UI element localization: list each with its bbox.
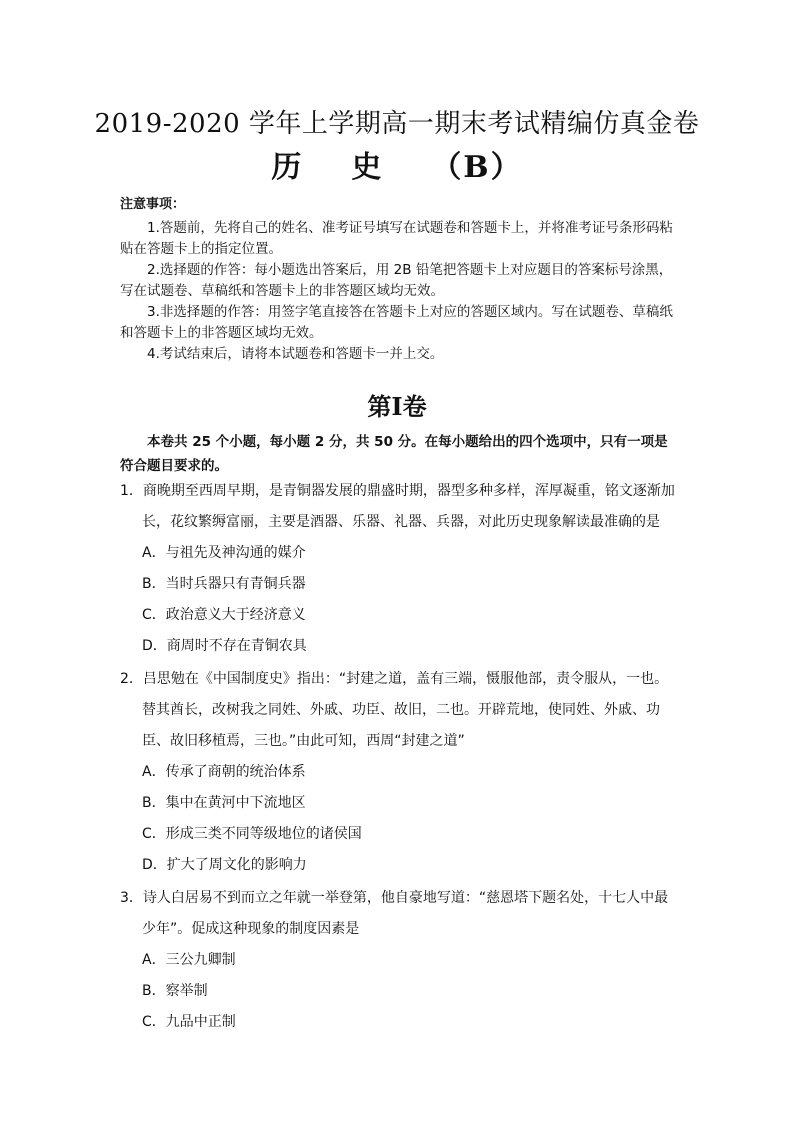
- subject-title: [0, 142, 794, 186]
- notice-item: 2.选择题的作答：每小题选出答案后，用 2B 铅笔把答题卡上对应题目的答案标号涂黑，写在试题卷、草稿纸和答题卡上的非答题区域均无效。: [120, 262, 673, 299]
- subject-version: （B）: [431, 150, 523, 185]
- section-title: 第Ⅰ卷: [367, 392, 427, 421]
- question-stem: 1．商晚期至西周早期，是青铜器发展的鼎盛时期，器型多种多样，浑厚凝重，铭文逐渐加长，花纹繁缛富丽，主要是酒器、乐器、礼器、兵器，对此历史现象解读最准确的是: [120, 483, 675, 530]
- question-option: B．察举制: [142, 983, 208, 999]
- subject-char-2: 史: [351, 150, 384, 185]
- question-option: B．集中在黄河中下流地区: [142, 795, 306, 811]
- question: [120, 664, 680, 881]
- notice-item: 1.答题前，先将自己的姓名、准考证号填写在试题卷和答题卡上，并将准考证号条形码粘贴在答题卡上的指定位置。: [120, 220, 673, 257]
- question-option: D．扩大了周文化的影响力: [142, 857, 307, 873]
- exam-title: 2019-2020 学年上学期高一期末考试精编仿真金卷: [94, 109, 700, 139]
- notice-list: [120, 218, 676, 365]
- notice-item: 4.考试结束后，请将本试题卷和答题卡一并上交。: [147, 346, 444, 362]
- question-option: D．商周时不存在青铜农具: [142, 638, 307, 654]
- section-intro: 本卷共 25 个小题，每小题 2 分，共 50 分。在每小题给出的四个选项中，只有一项是符合题目要求的。: [120, 434, 668, 474]
- subject-char-1: 历: [271, 150, 304, 185]
- question-option: A．三公九卿制: [142, 952, 236, 968]
- question-option: A．传承了商朝的统治体系: [142, 764, 306, 780]
- question-option: C．九品中正制: [142, 1014, 236, 1030]
- question-option: A．与祖先及神沟通的媒介: [142, 545, 306, 561]
- question: [120, 476, 680, 662]
- notice-item: 3.非选择题的作答：用签字笔直接答在答题卡上对应的答题区域内。写在试题卷、草稿纸和答题卡上的非答题区域均无效。: [120, 304, 673, 341]
- question-option: C．形成三类不同等级地位的诸侯国: [142, 826, 362, 842]
- question-option: B．当时兵器只有青铜兵器: [142, 576, 306, 592]
- question: [120, 883, 680, 1038]
- notice-heading: 注意事项：: [120, 197, 186, 212]
- question-stem: 3．诗人白居易不到而立之年就一举登第，他自豪地写道：“慈恩塔下题名处，十七人中最少年”。促成这种现象的制度因素是: [120, 890, 669, 937]
- question-option: C．政治意义大于经济意义: [142, 607, 306, 623]
- question-list: [120, 476, 680, 1040]
- question-stem: 2．吕思勉在《中国制度史》指出：“封建之道，盖有三端，慑服他部，责令服从，一也。替其酋长，改树我之同姓、外戚、功臣、故旧，二也。开辟荒地，使同姓、外戚、功臣、故旧移植焉，三也。”由此可知，西周“封建之道”: [120, 671, 669, 749]
